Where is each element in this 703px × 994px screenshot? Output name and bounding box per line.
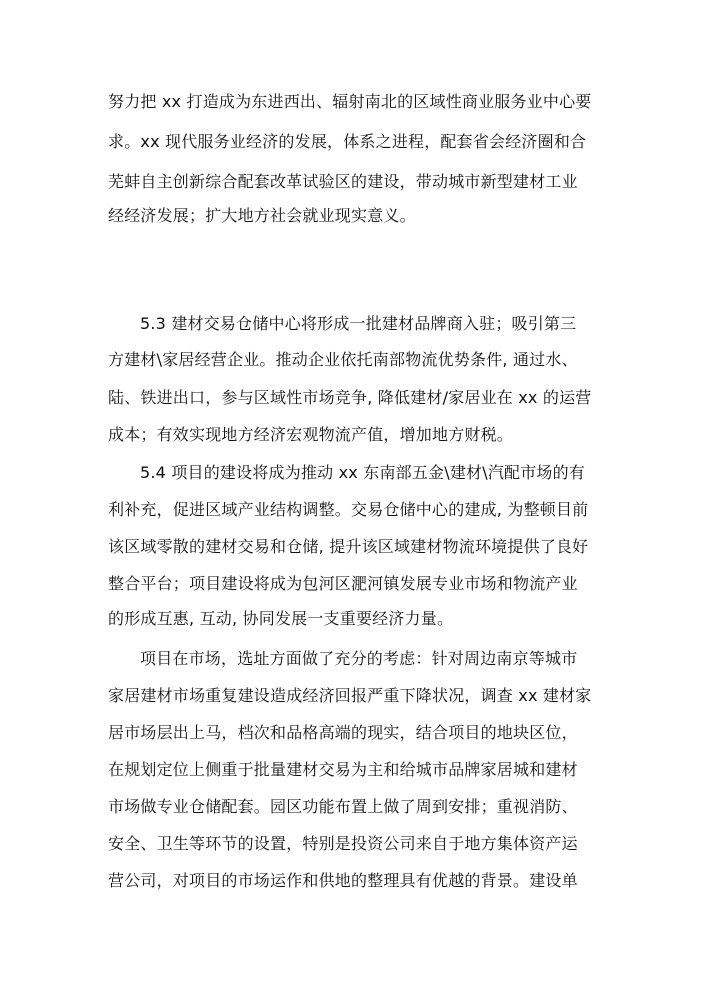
paragraph-4-line-5: 市场做专业仓储配套。园区功能布置上做了周到安排；重视消防、 xyxy=(108,797,578,816)
paragraph-2-line-1: 5.3 建材交易仓储中心将形成一批建材品牌商入驻；吸引第三 xyxy=(140,314,577,333)
paragraph-4-line-1: 项目在市场，选址方面做了充分的考虑：针对周边南京等城市 xyxy=(140,649,578,668)
paragraph-3-line-3: 该区域零散的建材交易和仓储, 提升该区域建材物流环境提供了良好 xyxy=(108,537,589,556)
paragraph-4-line-7: 营公司，对项目的市场运作和供地的整理具有优越的背景。建设单 xyxy=(108,871,578,890)
paragraph-2-line-4: 成本；有效实现地方经济宏观物流产值，增加地方财税。 xyxy=(108,425,514,444)
paragraph-4-line-3: 居市场层出上马，档次和品格高端的现实，结合项目的地块区位， xyxy=(108,723,578,742)
paragraph-2-line-2: 方建材\家居经营企业。推动企业依托南部物流优势条件, 通过水、 xyxy=(108,350,578,369)
paragraph-1-line-4: 经经济发展；扩大地方社会就业现实意义。 xyxy=(108,206,416,225)
paragraph-1-line-1: 努力把 xx 打造成为东进西出、辐射南北的区域性商业服务业中心要 xyxy=(108,92,592,111)
paragraph-1-line-2: 求。xx 现代服务业经济的发展，体系之进程，配套省会经济圈和合 xyxy=(108,132,587,151)
paragraph-3-line-4: 整合平台；项目建设将成为包河区淝河镇发展专业市场和物流产业 xyxy=(108,574,578,593)
paragraph-3-line-5: 的形成互惠, 互动, 协同发展一支重要经济力量。 xyxy=(108,609,454,628)
paragraph-1-line-3: 芜蚌自主创新综合配套改革试验区的建设，带动城市新型建材工业 xyxy=(108,172,578,191)
paragraph-4-line-2: 家居建材市场重复建设造成经济回报严重下降状况，调查 xx 建材家 xyxy=(108,686,592,705)
paragraph-3-line-1: 5.4 项目的建设将成为推动 xx 东南部五金\建材\汽配市场的有 xyxy=(140,463,586,482)
paragraph-4-line-6: 安全、卫生等环节的设置，特别是投资公司来自于地方集体资产运 xyxy=(108,834,578,853)
paragraph-2-line-3: 陆、铁进出口，参与区域性市场竞争, 降低建材/家居业在 xx 的运营 xyxy=(108,388,592,407)
paragraph-3-line-2: 利补充，促进区域产业结构调整。交易仓储中心的建成, 为整顿目前 xyxy=(108,500,589,519)
paragraph-4-line-4: 在规划定位上侧重于批量建材交易为主和给城市品牌家居城和建材 xyxy=(108,760,578,779)
